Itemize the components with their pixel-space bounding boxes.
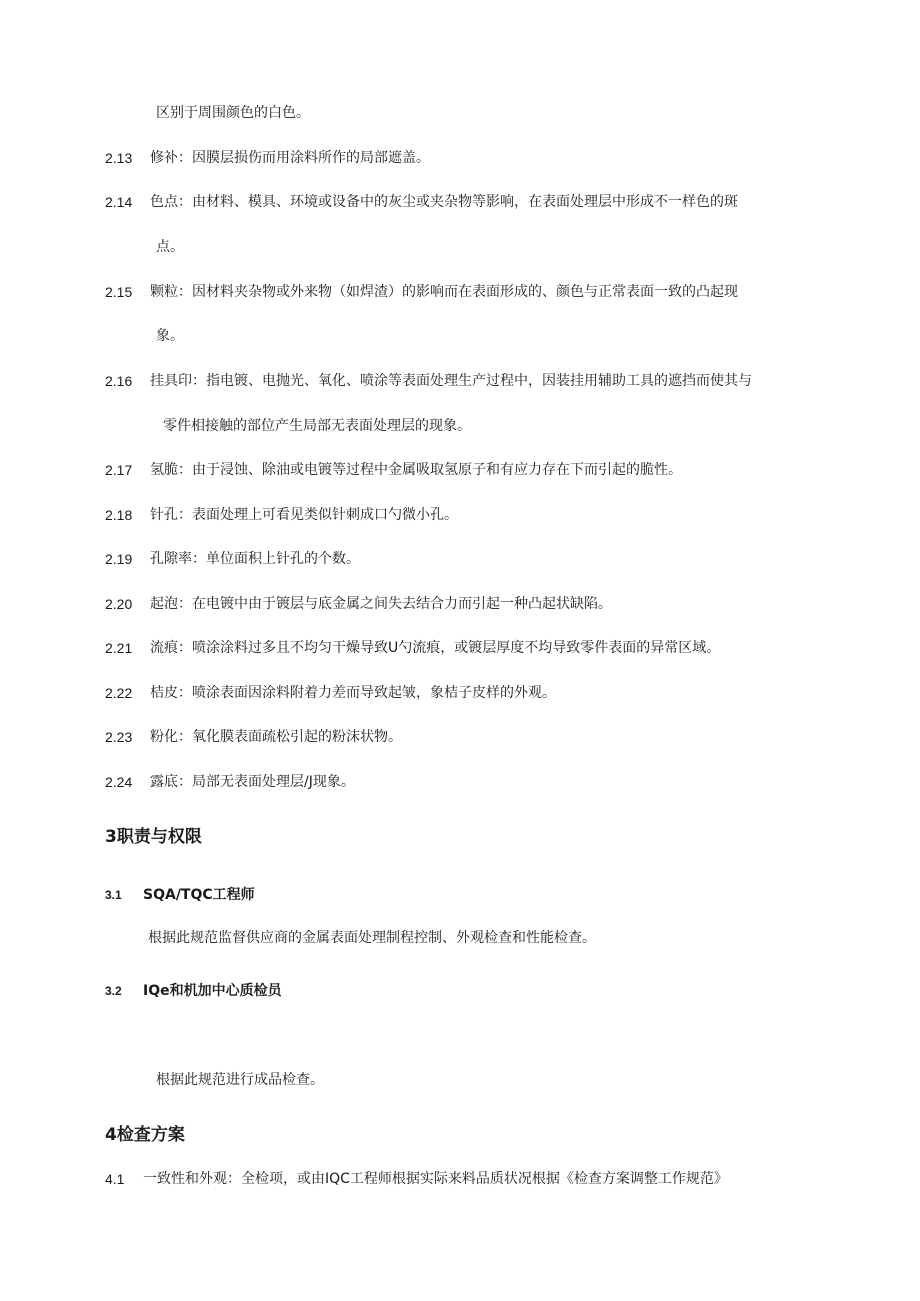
def-text: 修补：因膜层损伤而用涂料所作的局部遮盖。	[150, 150, 430, 166]
def-number: 2.18	[105, 507, 133, 523]
section-4-heading: 4检查方案	[105, 1125, 185, 1145]
continuation-text: 区别于周围颜色的白色。	[156, 105, 310, 121]
def-number: 2.22	[105, 685, 133, 701]
def-text: 针孔：表面处理上可看见类似针刺成口勺微小孔。	[150, 507, 458, 523]
section-3-heading: 3职责与权限	[105, 827, 202, 847]
def-text: 颗粒：因材料夹杂物或外来物（如焊渣）的影响而在表面形成的、颜色与正常表面一致的凸起现	[150, 284, 738, 300]
def-text: 氢脆：由于浸蚀、除油或电镀等过程中金属吸取氢原子和有应力存在下而引起的脆性。	[150, 462, 682, 478]
def-text: 挂具印：指电镀、电抛光、氧化、喷涂等表面处理生产过程中，因装挂用辅助工具的遮挡而使其与	[150, 373, 752, 389]
def-number: 2.20	[105, 596, 133, 612]
subsection-heading: IQe和机加中心质检员	[143, 983, 282, 999]
def-text-cont: 点。	[156, 239, 184, 255]
def-number: 2.21	[105, 640, 133, 656]
def-number: 2.17	[105, 462, 133, 478]
def-text-cont: 象。	[156, 328, 184, 344]
subsection-body: 根据此规范进行成品检查。	[156, 1072, 324, 1088]
subsection-heading: SQA/TQC工程师	[143, 887, 255, 903]
def-number: 2.14	[105, 194, 133, 210]
def-text: 桔皮：喷涂表面因涂料附着力差而导致起皱，象桔子皮样的外观。	[150, 685, 556, 701]
item-text: 一致性和外观：全检项，或由IQC工程师根据实际来料品质状况根据《检查方案调整工作规范》	[143, 1171, 728, 1187]
subsection-number: 3.1	[105, 888, 122, 902]
def-number: 2.15	[105, 284, 133, 300]
def-text: 起泡：在电镀中由于镀层与底金属之间失去结合力而引起一种凸起状缺陷。	[150, 596, 612, 612]
item-number: 4.1	[105, 1171, 125, 1187]
def-text: 粉化：氧化膜表面疏松引起的粉沫状物。	[150, 729, 402, 745]
subsection-number: 3.2	[105, 984, 122, 998]
def-text: 流痕：喷涂涂料过多且不均匀干燥导致U勺流痕，或镀层厚度不均导致零件表面的异常区域。	[150, 640, 721, 656]
subsection-body: 根据此规范监督供应商的金属表面处理制程控制、外观检查和性能检查。	[148, 930, 596, 946]
def-text: 露底：局部无表面处理层/J现象。	[150, 774, 355, 790]
def-text-cont: 零件相接触的部位产生局部无表面处理层的现象。	[163, 418, 471, 434]
def-number: 2.13	[105, 150, 133, 166]
def-number: 2.24	[105, 774, 133, 790]
def-number: 2.23	[105, 729, 133, 745]
def-text: 色点：由材料、模具、环境或设备中的灰尘或夹杂物等影响，在表面处理层中形成不一样色的斑	[150, 194, 738, 210]
def-text: 孔隙率：单位面积上针孔的个数。	[150, 551, 360, 567]
def-number: 2.19	[105, 551, 133, 567]
def-number: 2.16	[105, 373, 133, 389]
